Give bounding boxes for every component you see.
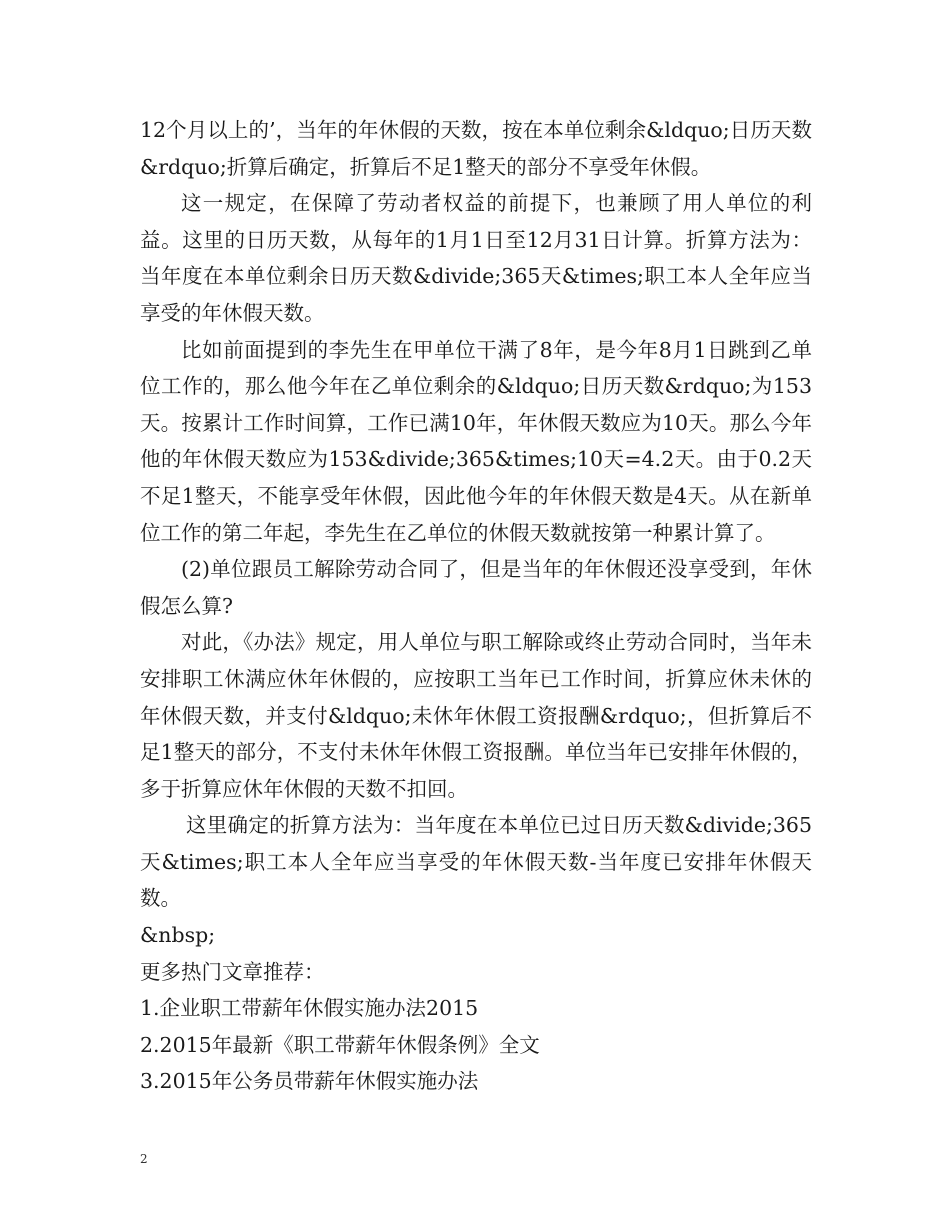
paragraph-example: 比如前面提到的李先生在甲单位干满了8年，是今年8月1日跳到乙单位工作的，那么他今年在乙单位剩余的&ldquo;日历天数&rdquo;为153天。按累计工作时间算，工作已满10年，年休假天数应为10天。那么今年他的年休假天数应为153&divide;365&times;10天=4.2天。由于0.2天不足1整天，不能享受年休假，因此他今年的年休假天数是4天。从在新单位工作的第二年起，李先生在乙单位的休假天数就按第一种累计算了。 (140, 337, 812, 545)
more-articles-heading: 更多热门文章推荐： (140, 959, 325, 984)
paragraph-formula: 这里确定的折算方法为：当年度在本单位已过日历天数&divide;365天&times;职工本人全年应当享受的年休假天数-当年度已安排年休假天数。 (140, 813, 812, 911)
recommendation-link-3[interactable]: 3.2015年公务员带薪年休假实施办法 (140, 1069, 479, 1094)
recommendation-link-2[interactable]: 2.2015年最新《职工带薪年休假条例》全文 (140, 1032, 540, 1057)
recommendation-link-1[interactable]: 1.企业职工带薪年休假实施办法2015 (140, 996, 479, 1021)
paragraph-continuation: 12个月以上的’，当年的年休假的天数，按在本单位剩余&ldquo;日历天数&rdquo;折算后确定，折算后不足1整天的部分不享受年休假。 (140, 118, 812, 179)
paragraph-rule-explanation: 这一规定，在保障了劳动者权益的前提下，也兼顾了用人单位的利益。这里的日历天数，从每年的1月1日至12月31日计算。折算方法为：当年度在本单位剩余日历天数&divide;365天&times;职工本人全年应当享受的年休假天数。 (140, 191, 812, 325)
document-body (140, 112, 812, 1100)
page-number: 2 (140, 1152, 148, 1166)
nbsp-line: &nbsp; (140, 923, 216, 948)
paragraph-question: (2)单位跟员工解除劳动合同了，但是当年的年休假还没享受到，年休假怎么算? (140, 557, 812, 618)
paragraph-answer: 对此，《办法》规定，用人单位与职工解除或终止劳动合同时，当年未安排职工休满应休年休假的，应按职工当年已工作时间，折算应休未休的年休假天数，并支付&ldquo;未休年休假工资报酬&rdquo;，但折算后不足1整天的部分，不支付未休年休假工资报酬。单位当年已安排年休假的，多于折算应休年休假的天数不扣回。 (140, 630, 812, 801)
